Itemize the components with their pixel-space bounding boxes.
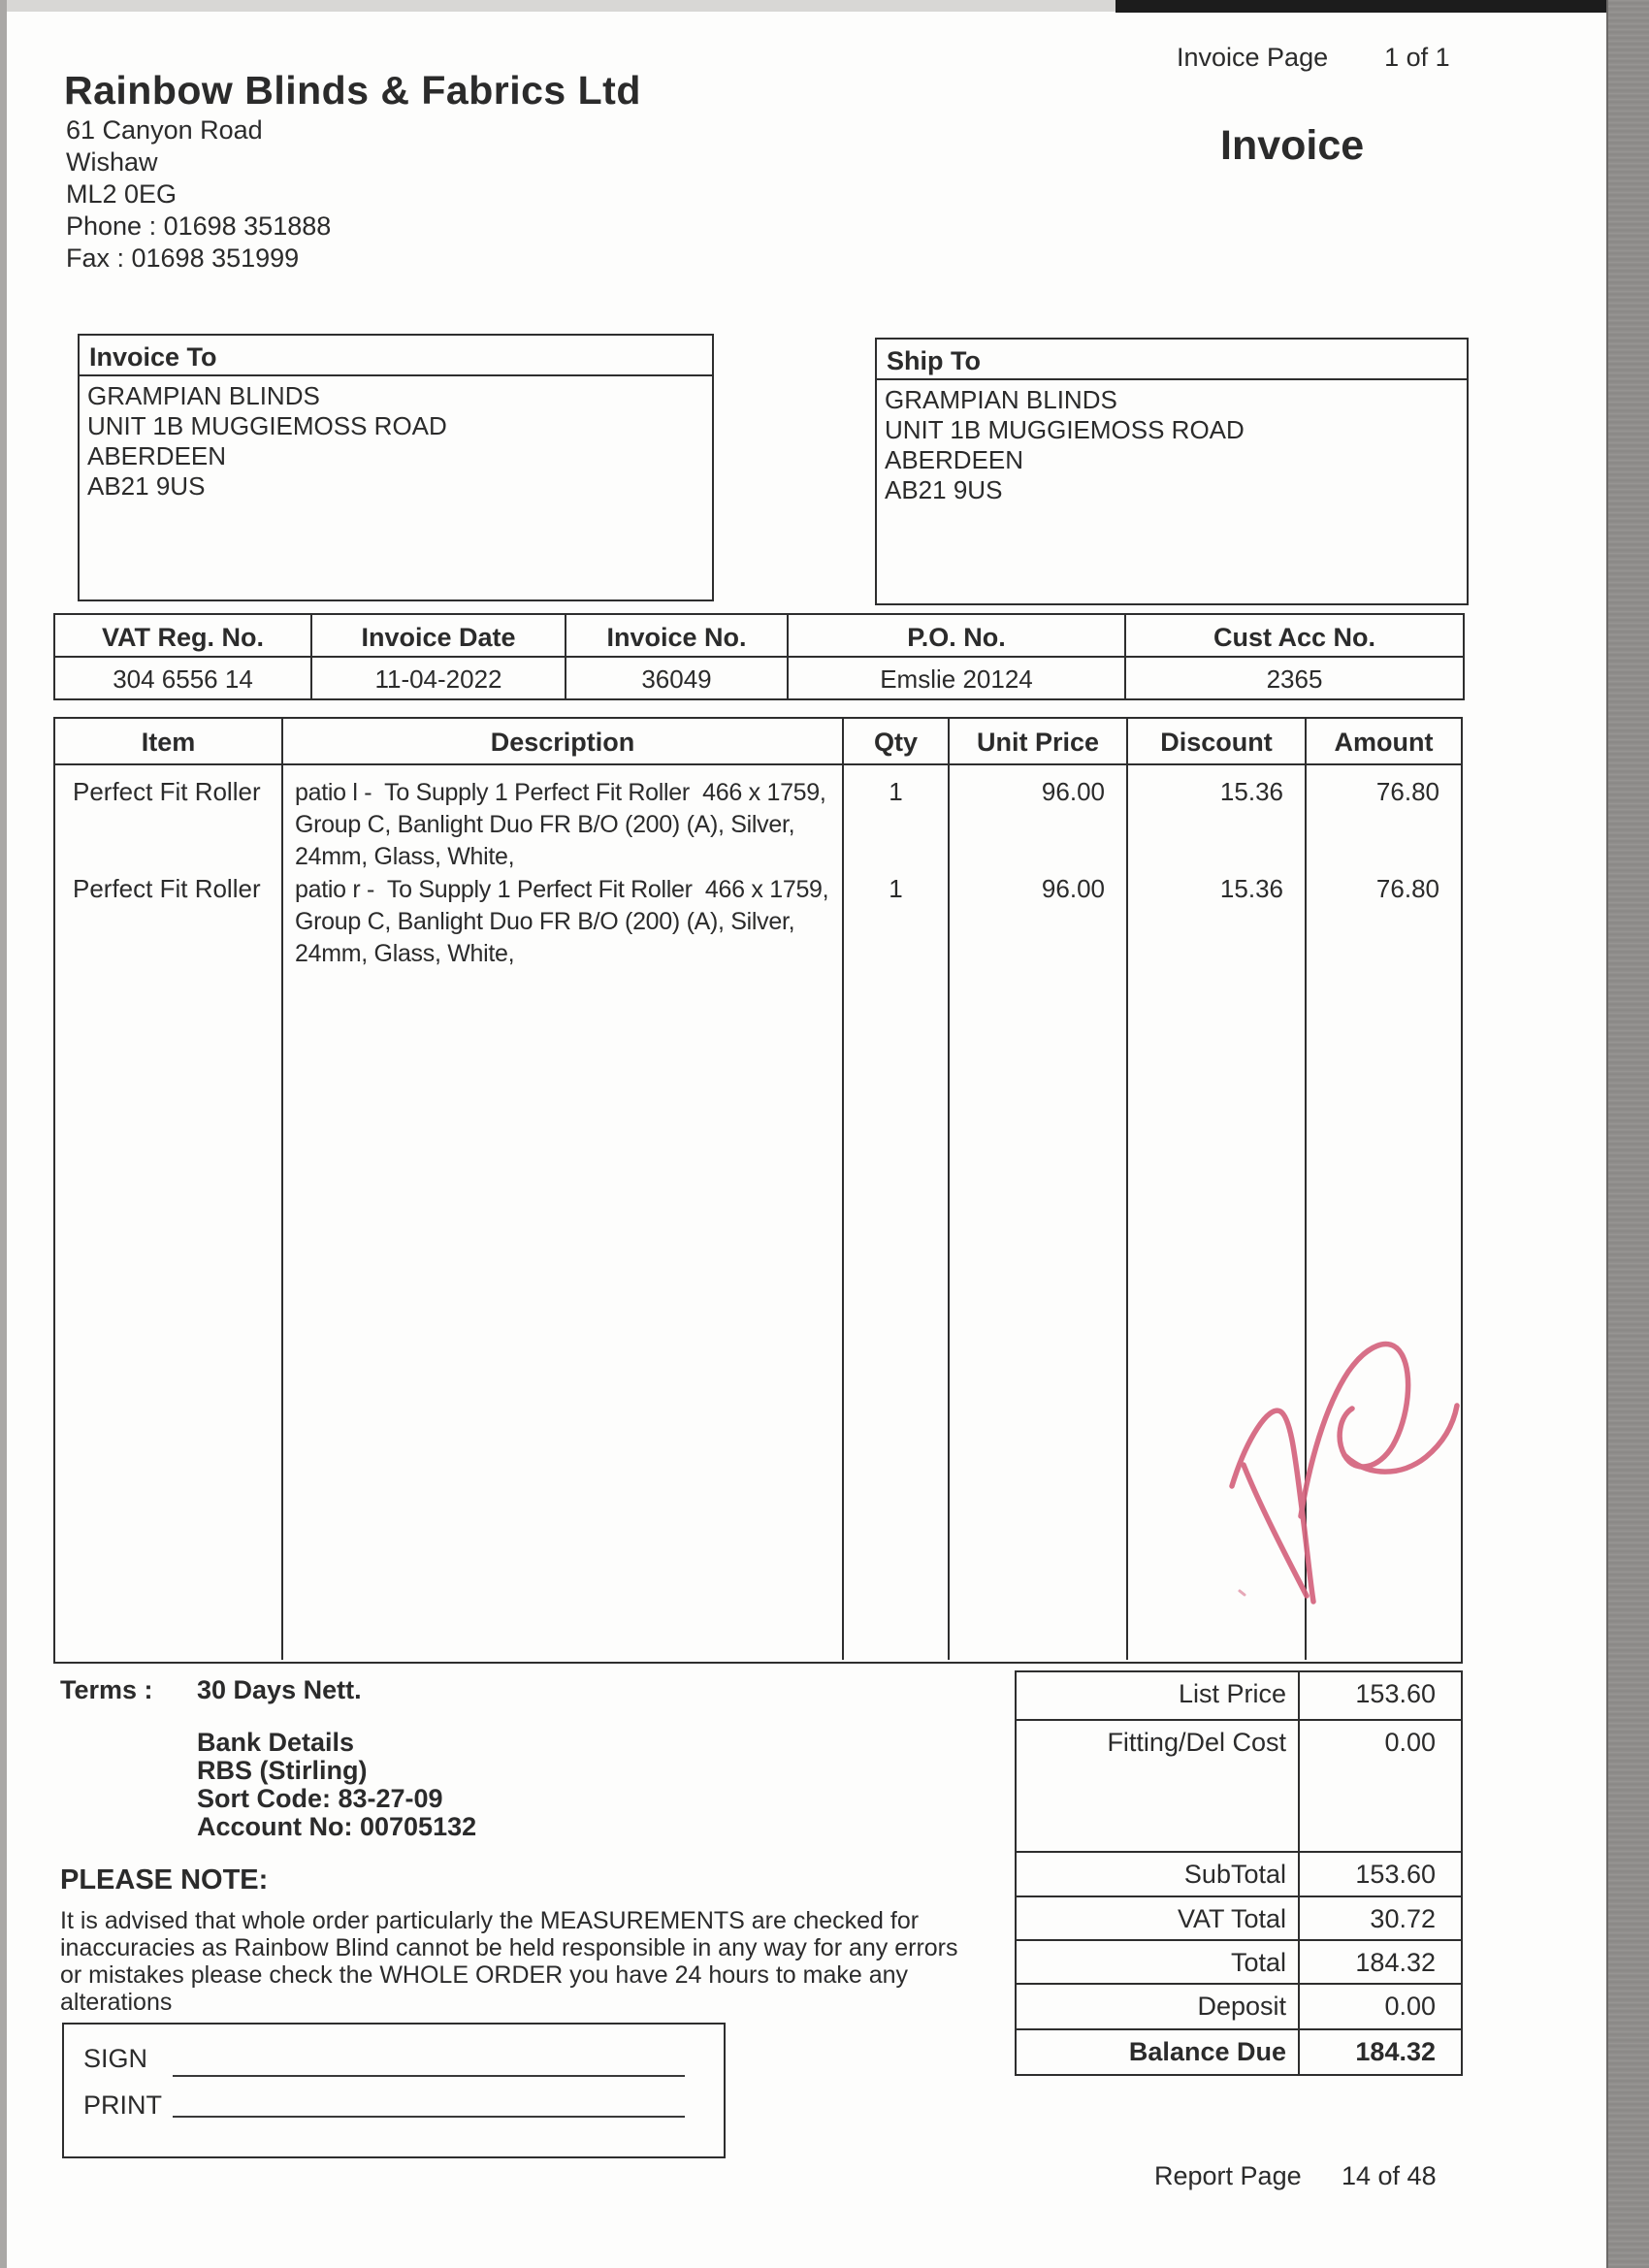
company-address (66, 114, 331, 275)
totals-row-total (1017, 1941, 1461, 1985)
totals-value: 153.60 (1355, 1679, 1436, 1708)
company-address-line: 61 Canyon Road (66, 115, 263, 145)
meta-value-vat: 304 6556 14 (55, 658, 312, 698)
signature-scribble (1203, 1310, 1533, 1639)
scan-left-edge (0, 0, 7, 2268)
invoice-page-label: Invoice Page (1177, 43, 1329, 72)
print-label: PRINT (83, 2090, 162, 2120)
terms-value: 30 Days Nett. (197, 1675, 362, 1704)
totals-row-deposit (1017, 1985, 1461, 2030)
totals-label: Fitting/Del Cost (1017, 1721, 1300, 1851)
please-note-title: PLEASE NOTE: (60, 1864, 269, 1895)
bank-sort-code: Sort Code: 83-27-09 (197, 1784, 443, 1813)
item-discount: 15.36 (1219, 777, 1283, 806)
unit-price-column (950, 765, 1128, 1660)
company-address-line: ML2 0EG (66, 179, 178, 209)
item-amount: 76.80 (1375, 777, 1439, 806)
meta-value-po: Emslie 20124 (789, 658, 1126, 698)
totals-row-balance-due (1017, 2030, 1461, 2074)
meta-value-invoice-no: 36049 (566, 658, 789, 698)
ship-to-line: UNIT 1B MUGGIEMOSS ROAD (885, 415, 1245, 444)
scan-top-dark-edge (1116, 0, 1649, 13)
totals-label: List Price (1017, 1672, 1300, 1719)
totals-label: Deposit (1017, 1985, 1300, 2028)
report-page-value: 14 of 48 (1342, 2161, 1437, 2190)
totals-value: 0.00 (1384, 1728, 1436, 1757)
report-page-label: Report Page (1154, 2161, 1302, 2190)
meta-header-cust-acc: Cust Acc No. (1126, 615, 1463, 658)
invoice-to-line: ABERDEEN (87, 441, 227, 470)
invoice-to-line: AB21 9US (87, 471, 206, 501)
invoice-to-address (80, 376, 712, 506)
totals-value: 30.72 (1370, 1904, 1436, 1933)
totals-label: SubTotal (1017, 1853, 1300, 1895)
bank-details (197, 1729, 476, 1841)
item-amount: 76.80 (1375, 874, 1439, 903)
totals-row-fitting (1017, 1721, 1461, 1853)
meta-header-po: P.O. No. (789, 615, 1126, 658)
ship-to-line: AB21 9US (885, 475, 1003, 504)
line-items-header-row (55, 719, 1461, 765)
ship-to-address (877, 380, 1467, 510)
item-description: patio r - To Supply 1 Perfect Fit Roller 466 x 1759, Group C, Banlight Duo FR B/O (200) (A), Silver, 24mm, Glass, White, (295, 876, 835, 967)
bank-details-title: Bank Details (197, 1728, 355, 1757)
totals-row-subtotal (1017, 1853, 1461, 1897)
totals-label: Total (1017, 1941, 1300, 1983)
invoice-to-line: GRAMPIAN BLINDS (87, 381, 320, 410)
item-discount: 15.36 (1219, 874, 1283, 903)
item-column (55, 765, 283, 1660)
company-phone: Phone : 01698 351888 (66, 211, 332, 241)
totals-value: 184.32 (1355, 1948, 1436, 1977)
scan-right-band (1606, 0, 1649, 2268)
totals-table (1015, 1670, 1463, 2076)
print-line (173, 2116, 685, 2118)
item-name: Perfect Fit Roller (73, 777, 261, 806)
invoice-to-box (78, 334, 714, 601)
totals-value: 0.00 (1384, 1992, 1436, 2021)
item-qty: 1 (889, 874, 903, 903)
meta-value-date: 11-04-2022 (312, 658, 566, 698)
ship-to-line: GRAMPIAN BLINDS (885, 385, 1117, 414)
col-header-qty: Qty (844, 719, 950, 763)
company-name: Rainbow Blinds & Fabrics Ltd (64, 68, 641, 113)
qty-column (844, 765, 950, 1660)
item-qty: 1 (889, 777, 903, 806)
meta-header-invoice-no: Invoice No. (566, 615, 789, 658)
bank-name: RBS (Stirling) (197, 1756, 368, 1785)
bank-account-no: Account No: 00705132 (197, 1812, 477, 1841)
totals-label: VAT Total (1017, 1897, 1300, 1939)
invoice-to-title: Invoice To (80, 336, 712, 376)
meta-header-date: Invoice Date (312, 615, 566, 658)
ship-to-box (875, 338, 1469, 605)
invoice-meta-table (53, 613, 1465, 700)
meta-header-vat: VAT Reg. No. (55, 615, 312, 658)
item-unit-price: 96.00 (1041, 777, 1105, 806)
item-name: Perfect Fit Roller (73, 874, 261, 903)
item-description: patio l - To Supply 1 Perfect Fit Roller 466 x 1759, Group C, Banlight Duo FR B/O (200) (A), Silver, 24mm, Glass, White, (295, 779, 833, 870)
col-header-description: Description (283, 719, 844, 763)
ship-to-title: Ship To (877, 340, 1467, 380)
terms-label: Terms : (60, 1675, 153, 1704)
totals-label: Balance Due (1017, 2030, 1300, 2074)
company-fax: Fax : 01698 351999 (66, 243, 300, 273)
totals-row-vat (1017, 1897, 1461, 1941)
description-column (283, 765, 844, 1660)
sign-line (173, 2075, 685, 2077)
sign-print-box (62, 2023, 726, 2158)
invoice-page-number: 1 of 1 (1384, 43, 1450, 72)
col-header-amount: Amount (1334, 728, 1434, 757)
totals-value: 153.60 (1355, 1860, 1436, 1889)
please-note-body: It is advised that whole order particularly the MEASUREMENTS are checked for inaccuracies as Rainbow Blind cannot be held responsible in any way for any errors or mistakes please check the WHOLE ORDER you have 24 hours to make any alterations (60, 1907, 958, 2016)
col-header-unit-price: Unit Price (950, 719, 1128, 763)
document-title: Invoice (1220, 122, 1365, 169)
item-unit-price: 96.00 (1041, 874, 1105, 903)
col-header-item: Item (55, 719, 283, 763)
totals-row-list-price (1017, 1672, 1461, 1721)
meta-value-cust-acc: 2365 (1266, 664, 1323, 694)
invoice-page-ref (1177, 43, 1450, 73)
invoice-to-line: UNIT 1B MUGGIEMOSS ROAD (87, 411, 447, 440)
col-header-discount: Discount (1128, 719, 1307, 763)
sign-label: SIGN (83, 2044, 148, 2073)
company-address-line: Wishaw (66, 147, 158, 177)
ship-to-line: ABERDEEN (885, 445, 1024, 474)
totals-value: 184.32 (1355, 2037, 1436, 2066)
